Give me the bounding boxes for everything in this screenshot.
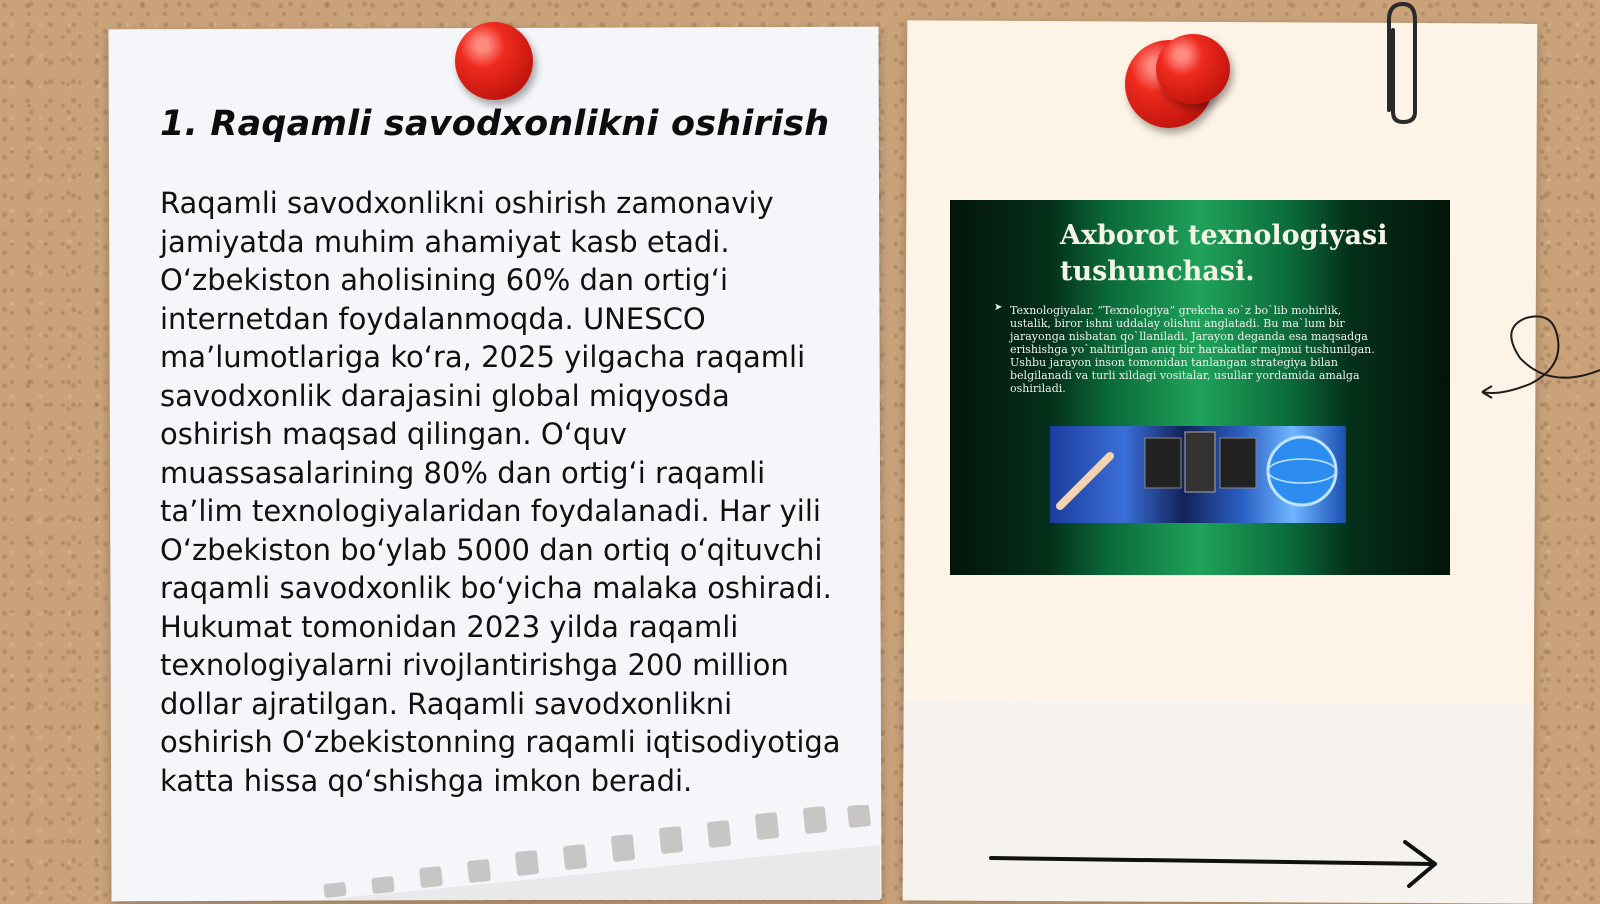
- bullet-icon: ➤: [994, 302, 1003, 313]
- red-pushpin-icon: [1156, 34, 1230, 104]
- slide-bullet-text: Texnologiyalar. “Texnologiya” grekcha so`z bo`lib mohirlik, ustalik, biror ishni uddalay olishni anglatadi. Bu ma`lum bir jarayonga nisbatan qo`llaniladi. Jarayon deganda esa maqsadga erishishga yo`naltirilgan aniq bir harakatlar majmui tushunilgan. Ushbu jarayon inson tomonidan tanlangan strategiya bilan belgilanadi va turli xildagi vositalar, usullar yordamida amalga oshiriladi.: [1010, 304, 1375, 395]
- slide-thumbnail: [950, 200, 1450, 575]
- section-title: 1. Raqamli savodxonlikni oshirish: [160, 104, 830, 144]
- slide-title: Axborot texnologiyasi tushunchasi.: [1060, 220, 1388, 287]
- body-paragraph: Raqamli savodxonlikni oshirish zamonaviy jamiyatda muhim ahamiyat kasb etadi. O‘zbekiston aholisining 60% dan ortig‘i internetdan foydalanmoqda. UNESCO ma’lumotlariga ko‘ra, 2025 yilgacha raqamli savodxonlik darajasini global miqyosda oshirish maqsad qilingan. O‘quv muassasalarining 80% dan ortig‘i raqamli ta’lim texnologiyalaridan foydalanadi. Har yili O‘zbekiston bo‘ylab 5000 dan ortiq o‘qituvchi raqamli savodxonlik bo‘yicha malaka oshiradi. Hukumat tomonidan 2023 yilda raqamli texnologiyalarni rivojlantirishga 200 million dollar ajratilgan. Raqamli savodxonlikni oshirish O‘zbekistonning raqamli iqtisodiyotiga katta hissa qo‘shishga imkon beradi.: [160, 186, 841, 798]
- paperclip-icon: [1375, 0, 1421, 125]
- arrow-right-icon: [985, 838, 1445, 888]
- technology-illustration: [1050, 426, 1346, 523]
- red-pushpin-icon: [455, 22, 533, 100]
- torn-paper-edge: [320, 805, 880, 900]
- doodle-loop-icon: [1480, 310, 1600, 410]
